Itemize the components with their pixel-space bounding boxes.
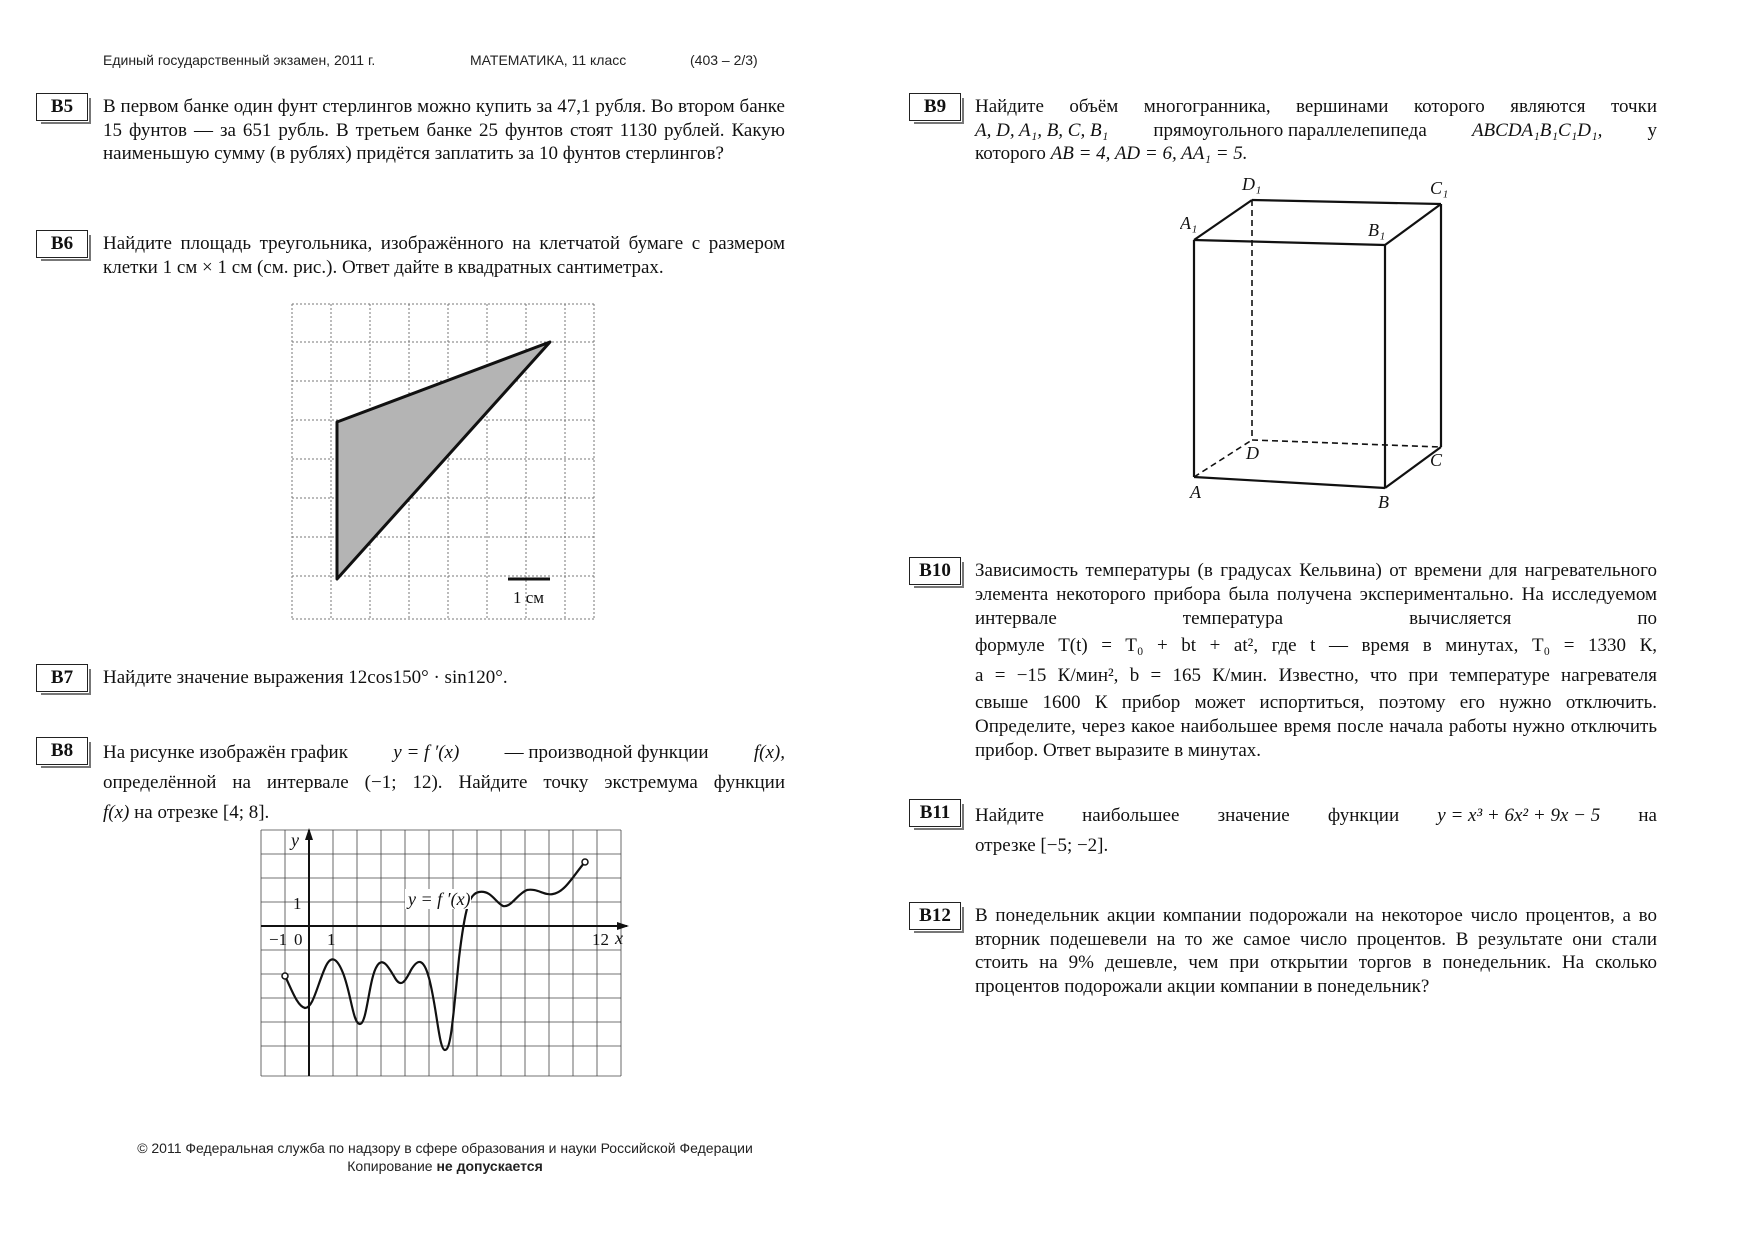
problem-text-b8 <box>103 738 785 828</box>
footer-copy-bold: не допускается <box>436 1158 543 1174</box>
problem-label-b12: B12 <box>909 902 961 930</box>
b8-fx: f(x), <box>753 742 785 763</box>
b11-word-3: значение <box>1217 805 1290 826</box>
problem-label-b6: B6 <box>36 230 88 258</box>
vertex-label-a: A <box>1190 482 1201 502</box>
b11-word-2: наибольшее <box>1082 805 1180 826</box>
problem-text-b7: Найдите значение выражения 12cos150° · sin120°. <box>103 667 508 688</box>
b10-p1: Зависимость температуры (в градусах Кельвина) от времени для нагревательного элемента некоторого прибора была получена экспериментально. На исследуемом интервале температура вычисляется по <box>975 560 1657 629</box>
shaded-triangle <box>337 342 550 579</box>
b8-formula: y = f ′(x) <box>393 742 460 763</box>
vertex-label-c: C <box>1430 450 1443 470</box>
tick-one-y: 1 <box>293 894 302 913</box>
tick-twelve: 12 <box>592 930 609 949</box>
b11-word-1: Найдите <box>975 805 1044 826</box>
b8-line3-text: на отрезке [4; 8]. <box>134 802 270 823</box>
triangle-grid-figure <box>290 300 600 625</box>
parallelepiped-figure <box>1180 170 1460 515</box>
header-code: (403 – 2/3) <box>690 52 758 68</box>
problem-text-b5: В первом банке один фунт стерлингов можно купить за 47,1 рубля. Во втором банке 15 фунтов — за 651 рубль. В третьем банке 25 фунтов стоят 1130 рублей. Какую наименьшую сумму (в рублях) придётся заплатить за 10 фунтов стерлингов? <box>103 96 785 164</box>
vertex-label-b1: B₁ <box>1368 220 1386 240</box>
tick-minus1: −1 <box>269 930 288 949</box>
b9-line2-end: у <box>1647 119 1657 141</box>
b11-line2: отрезке [−5; −2]. <box>975 835 1109 856</box>
footer-copyright: © 2011 Федеральная служба по надзору в сфере образования и науки Российской Федерации <box>137 1140 753 1156</box>
b10-p3: a = −15 К/мин², b = 165 К/мин. Известно, что при температуре нагревателя <box>975 665 1657 686</box>
b11-line1-end: на <box>1638 805 1657 826</box>
b9-solid-name: ABCDA₁B₁C₁D₁, <box>1471 119 1603 141</box>
vertex-label-d1: D₁ <box>1242 174 1262 194</box>
b9-line3-text: которого <box>975 143 1046 164</box>
problem-text-b12: В понедельник акции компании подорожали на некоторое число процентов, а во вторник подешевели на то же самое число процентов. В результате они стали стоить на 9% дешевле, чем при открытии торгов в понедельник. На сколько процентов подорожали акции компании в понедельник? <box>975 905 1657 997</box>
problem-text-b10 <box>975 559 1657 763</box>
b11-word-4: функции <box>1327 805 1400 826</box>
derivative-graph <box>255 828 635 1080</box>
vertex-label-a1: A₁ <box>1180 213 1198 233</box>
problem-label-b5: B5 <box>36 93 88 121</box>
solid-edges <box>1194 200 1441 488</box>
tick-one-x: 1 <box>327 930 336 949</box>
problem-label-b8: B8 <box>36 737 88 765</box>
curve-label: y = f ′(x) <box>408 889 471 909</box>
b11-formula: y = x³ + 6x² + 9x − 5 <box>1437 805 1601 826</box>
b8-text-b: — производной функции <box>504 742 709 763</box>
problem-label-b9: B9 <box>909 93 961 121</box>
b9-line2-text: прямоугольного параллелепипеда <box>1153 119 1427 141</box>
footer-copy-notice <box>60 1158 830 1174</box>
b10-p4: свыше 1600 К прибор может испортиться, поэтому его нужно отключить. Определите, через какое наибольшее время после начала работы нужно отключить прибор. Ответ выразите в минутах. <box>975 692 1657 761</box>
b8-line2: определённой на интервале (−1; 12). Найдите точку экстремума функции <box>103 772 785 793</box>
header-exam: Единый государственный экзамен, 2011 г. <box>103 52 376 68</box>
vertex-label-b: B <box>1378 492 1389 512</box>
header-subject: МАТЕМАТИКА, 11 класс <box>470 52 627 68</box>
b9-line1: Найдите объём многогранника, вершинами которого являются точки <box>975 96 1657 117</box>
axis-label-x: x <box>615 928 623 948</box>
tick-zero: 0 <box>294 930 303 949</box>
problem-label-b7: B7 <box>36 664 88 692</box>
b9-points: A, D, A₁, B, C, B₁ <box>975 119 1109 141</box>
b8-text-a: На рисунке изображён график <box>103 742 348 763</box>
b9-dimensions: AB = 4, AD = 6, AA₁ = 5. <box>1050 143 1248 164</box>
problem-label-b10: B10 <box>909 557 961 585</box>
curve-start-point <box>282 973 288 979</box>
b8-line3-fx: f(x) <box>103 802 130 823</box>
vertex-label-c1: C₁ <box>1430 178 1449 198</box>
problem-text-b6: Найдите площадь треугольника, изображённого на клетчатой бумаге с размером клетки 1 см × 1 см (см. рис.). Ответ дайте в квадратных сантиметрах. <box>103 233 785 278</box>
b10-p2: формуле T(t) = T₀ + bt + at², где t — время в минутах, T₀ = 1330 К, <box>975 635 1657 656</box>
axis-label-y: y <box>291 830 299 850</box>
curve-end-point <box>582 859 588 865</box>
problem-text-b9 <box>975 95 1657 166</box>
footer-copy-prefix: Копирование <box>347 1158 437 1174</box>
problem-label-b11: B11 <box>909 799 961 827</box>
scale-label: 1 см <box>513 588 545 607</box>
vertex-label-d: D <box>1246 443 1259 463</box>
problem-text-b11 <box>975 801 1657 861</box>
